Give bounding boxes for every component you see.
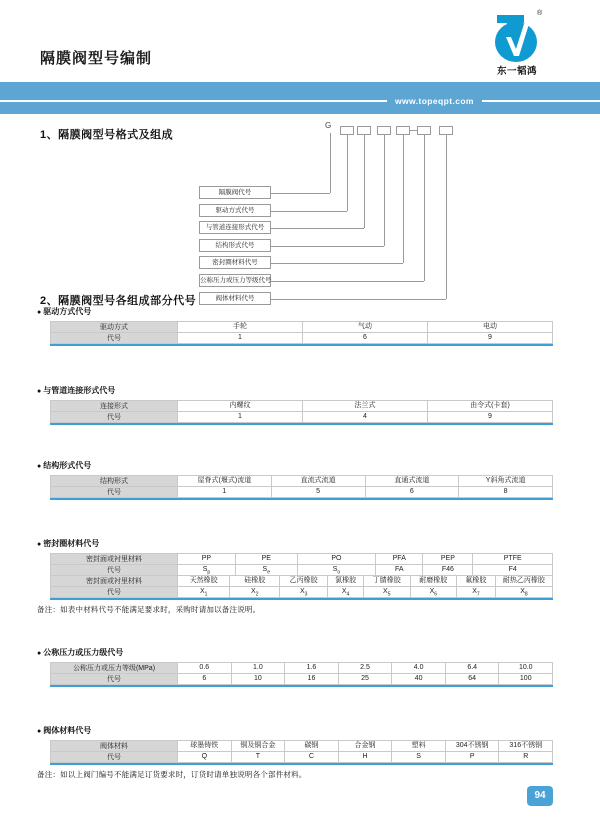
table-pressure-code xyxy=(37,648,553,687)
table-grid xyxy=(50,475,553,498)
table-note: 备注：如以上阀门编号不能满足订货要求时，订货时请单独说明各个部件材料。 xyxy=(37,770,307,779)
table-grid xyxy=(50,740,553,763)
model-digit-box xyxy=(357,126,371,135)
ladder-vertical-line xyxy=(347,135,348,211)
table-cell: F46 xyxy=(423,565,473,576)
table-cell: 5 xyxy=(272,487,366,498)
table-cell: PO xyxy=(298,554,376,565)
table-cell: C xyxy=(285,752,339,763)
table-cell: 手轮 xyxy=(178,322,303,333)
table-row xyxy=(51,322,553,333)
diagram-label: 隔膜阀代号 xyxy=(199,186,271,199)
table-cell: 9 xyxy=(428,412,553,423)
table-bottom-accent xyxy=(50,423,553,425)
table-cell: $S_e$ xyxy=(236,565,298,576)
row-label: 公称压力或压力等级(MPa) xyxy=(51,663,178,674)
table-note: 备注：如表中材料代号不能满足要求时，采购时请加以备注说明。 xyxy=(37,605,261,614)
table-cell: 丁腈橡胶 xyxy=(364,576,411,587)
table-cell: Q xyxy=(178,752,232,763)
table-cell: 乙丙橡胶 xyxy=(280,576,328,587)
table-cell: 304不锈钢 xyxy=(446,741,500,752)
table-structure-code xyxy=(37,461,553,500)
table-cell: PFA xyxy=(376,554,423,565)
table-grid xyxy=(50,321,553,344)
row-label: 阀体材料 xyxy=(51,741,178,752)
table-row xyxy=(51,401,553,412)
table-cell: $X_2$ xyxy=(230,587,280,598)
ladder-horizontal-line xyxy=(271,263,403,264)
table-heading: ● 结构形式代号 xyxy=(37,461,553,472)
table-cell: F4 xyxy=(473,565,553,576)
table-row xyxy=(51,565,553,576)
diagram-label: 结构形式代号 xyxy=(199,239,271,252)
table-cell: 由令式(卡套) xyxy=(428,401,553,412)
table-cell: 硅橡胶 xyxy=(230,576,280,587)
table-cell: $X_1$ xyxy=(178,587,230,598)
table-cell: 10 xyxy=(232,674,286,685)
table-cell: 4 xyxy=(303,412,428,423)
table-cell: 1.0 xyxy=(232,663,286,674)
table-row xyxy=(51,663,553,674)
brand-name: 东一韬鸿 xyxy=(496,66,537,77)
table-cell: 天然橡胶 xyxy=(178,576,230,587)
table-cell: 气动 xyxy=(303,322,428,333)
row-label: 代号 xyxy=(51,412,178,423)
table-cell: 法兰式 xyxy=(303,401,428,412)
table-grid xyxy=(50,662,553,685)
table-cell: 1 xyxy=(178,412,303,423)
row-label: 连接形式 xyxy=(51,401,178,412)
table-bottom-accent xyxy=(50,344,553,346)
table-cell: 100 xyxy=(499,674,553,685)
table-bottom-accent xyxy=(50,763,553,765)
table-cell: $X_3$ xyxy=(280,587,328,598)
brand-logo-icon xyxy=(493,11,539,63)
website-url: www.topeqpt.com xyxy=(387,95,482,107)
table-cell: T xyxy=(232,752,286,763)
table-row xyxy=(51,576,553,587)
row-label: 密封面或衬里材料 xyxy=(51,554,178,565)
table-cell: $X_8$ xyxy=(496,587,553,598)
table-cell: 10.0 xyxy=(499,663,553,674)
table-cell: 64 xyxy=(446,674,500,685)
table-cell: S xyxy=(392,752,446,763)
table-cell: PEP xyxy=(423,554,473,565)
table-cell: FA xyxy=(376,565,423,576)
table-cell: 316不锈钢 xyxy=(499,741,553,752)
table-cell: 0.6 xyxy=(178,663,232,674)
row-label: 密封面或衬里材料 xyxy=(51,576,178,587)
table-row xyxy=(51,741,553,752)
table-cell: P xyxy=(446,752,500,763)
ladder-horizontal-line xyxy=(271,211,347,212)
table-cell: $X_4$ xyxy=(328,587,364,598)
table-cell: $X_5$ xyxy=(364,587,411,598)
diagram-label: 驱动方式代号 xyxy=(199,204,271,217)
row-label: 驱动方式 xyxy=(51,322,178,333)
table-drive-code xyxy=(37,307,553,346)
table-cell: 氯橡胶 xyxy=(328,576,364,587)
table-grid xyxy=(50,400,553,423)
section1-heading: 1、隔膜阀型号格式及组成 xyxy=(40,129,174,141)
registered-mark: ® xyxy=(537,10,543,17)
ladder-vertical-line xyxy=(364,135,365,228)
ladder-horizontal-line xyxy=(271,228,364,229)
section2-heading: 2、隔膜阀型号各组成部分代号 xyxy=(40,295,197,307)
table-row xyxy=(51,476,553,487)
table-grid xyxy=(50,553,553,598)
diagram-label: 与管道连接形式代号 xyxy=(199,221,271,234)
table-heading: ● 阀体材料代号 xyxy=(37,726,553,737)
row-label: 代号 xyxy=(51,333,178,344)
table-cell: 1.6 xyxy=(285,663,339,674)
table-cell: PTFE xyxy=(473,554,553,565)
table-bottom-accent xyxy=(50,498,553,500)
table-heading: ● 与管道连接形式代号 xyxy=(37,386,553,397)
table-heading: ● 密封圈材料代号 xyxy=(37,539,553,550)
table-row xyxy=(51,487,553,498)
table-row xyxy=(51,554,553,565)
model-digit-box xyxy=(377,126,391,135)
model-prefix-letter: G xyxy=(325,121,332,130)
diagram-label: 公称压力或压力等级代号 xyxy=(199,274,271,287)
table-row xyxy=(51,333,553,344)
table-cell: 合金钢 xyxy=(339,741,393,752)
row-label: 代号 xyxy=(51,587,178,598)
model-digit-box xyxy=(439,126,453,135)
row-label: 结构形式 xyxy=(51,476,178,487)
table-heading: ● 驱动方式代号 xyxy=(37,307,553,318)
page-title: 隔膜阀型号编制 xyxy=(40,50,153,67)
ladder-horizontal-line xyxy=(271,246,384,247)
table-cell: 6 xyxy=(303,333,428,344)
table-cell: 铜及铜合金 xyxy=(232,741,286,752)
table-row xyxy=(51,412,553,423)
table-cell: 碳钢 xyxy=(285,741,339,752)
page-number-badge: 94 xyxy=(527,786,553,806)
table-cell: 电动 xyxy=(428,322,553,333)
table-cell: PE xyxy=(236,554,298,565)
table-cell: 塑料 xyxy=(392,741,446,752)
table-seal-material-code xyxy=(37,539,553,615)
table-cell: 6 xyxy=(366,487,460,498)
ladder-vertical-line xyxy=(446,135,447,299)
row-label: 代号 xyxy=(51,752,178,763)
table-bottom-accent xyxy=(50,598,553,600)
table-cell: 耐磨橡胶 xyxy=(411,576,458,587)
table-cell: 直通式流道 xyxy=(366,476,460,487)
banner-bar xyxy=(0,82,600,114)
table-cell: $S_o$ xyxy=(298,565,376,576)
table-cell: 6.4 xyxy=(446,663,500,674)
table-cell: $X_6$ xyxy=(411,587,458,598)
table-row xyxy=(51,587,553,598)
table-cell: 氟橡胶 xyxy=(457,576,496,587)
model-digit-box xyxy=(340,126,354,135)
table-cell: 直流式流道 xyxy=(272,476,366,487)
table-cell: 9 xyxy=(428,333,553,344)
row-label: 代号 xyxy=(51,487,178,498)
ladder-vertical-line xyxy=(403,135,404,263)
table-cell: 球墨铸铁 xyxy=(178,741,232,752)
table-cell: Y斜角式流道 xyxy=(459,476,553,487)
model-digit-box xyxy=(417,126,431,135)
ladder-horizontal-line xyxy=(271,281,424,282)
table-heading: ● 公称压力或压力级代号 xyxy=(37,648,553,659)
table-cell: 屋脊式(堰式)流道 xyxy=(178,476,272,487)
ladder-vertical-line xyxy=(424,135,425,281)
model-digit-box xyxy=(396,126,410,135)
table-cell: 1 xyxy=(178,333,303,344)
table-row xyxy=(51,752,553,763)
table-cell: 6 xyxy=(178,674,232,685)
table-cell: PP xyxy=(178,554,236,565)
row-label: 代号 xyxy=(51,565,178,576)
box-connector-dash xyxy=(410,130,417,131)
table-cell: 4.0 xyxy=(392,663,446,674)
table-bottom-accent xyxy=(50,685,553,687)
table-cell: $X_7$ xyxy=(457,587,496,598)
table-body-material-code xyxy=(37,726,553,780)
table-cell: H xyxy=(339,752,393,763)
table-cell: 1 xyxy=(178,487,272,498)
row-label: 代号 xyxy=(51,674,178,685)
table-row xyxy=(51,674,553,685)
table-cell: 40 xyxy=(392,674,446,685)
table-cell: 耐热乙丙橡胶 xyxy=(496,576,553,587)
table-connection-code xyxy=(37,386,553,425)
ladder-horizontal-line xyxy=(271,299,446,300)
banner-divider-line xyxy=(0,100,600,102)
table-cell: $S_p$ xyxy=(178,565,236,576)
table-cell: 25 xyxy=(339,674,393,685)
table-cell: 16 xyxy=(285,674,339,685)
ladder-horizontal-line xyxy=(271,193,330,194)
table-cell: 8 xyxy=(459,487,553,498)
table-cell: 2.5 xyxy=(339,663,393,674)
diagram-label: 阀体材料代号 xyxy=(199,292,271,305)
table-cell: 内螺纹 xyxy=(178,401,303,412)
ladder-vertical-line xyxy=(384,135,385,246)
diagram-label: 密封圈材料代号 xyxy=(199,256,271,269)
ladder-vertical-line xyxy=(330,133,331,193)
table-cell: R xyxy=(499,752,553,763)
